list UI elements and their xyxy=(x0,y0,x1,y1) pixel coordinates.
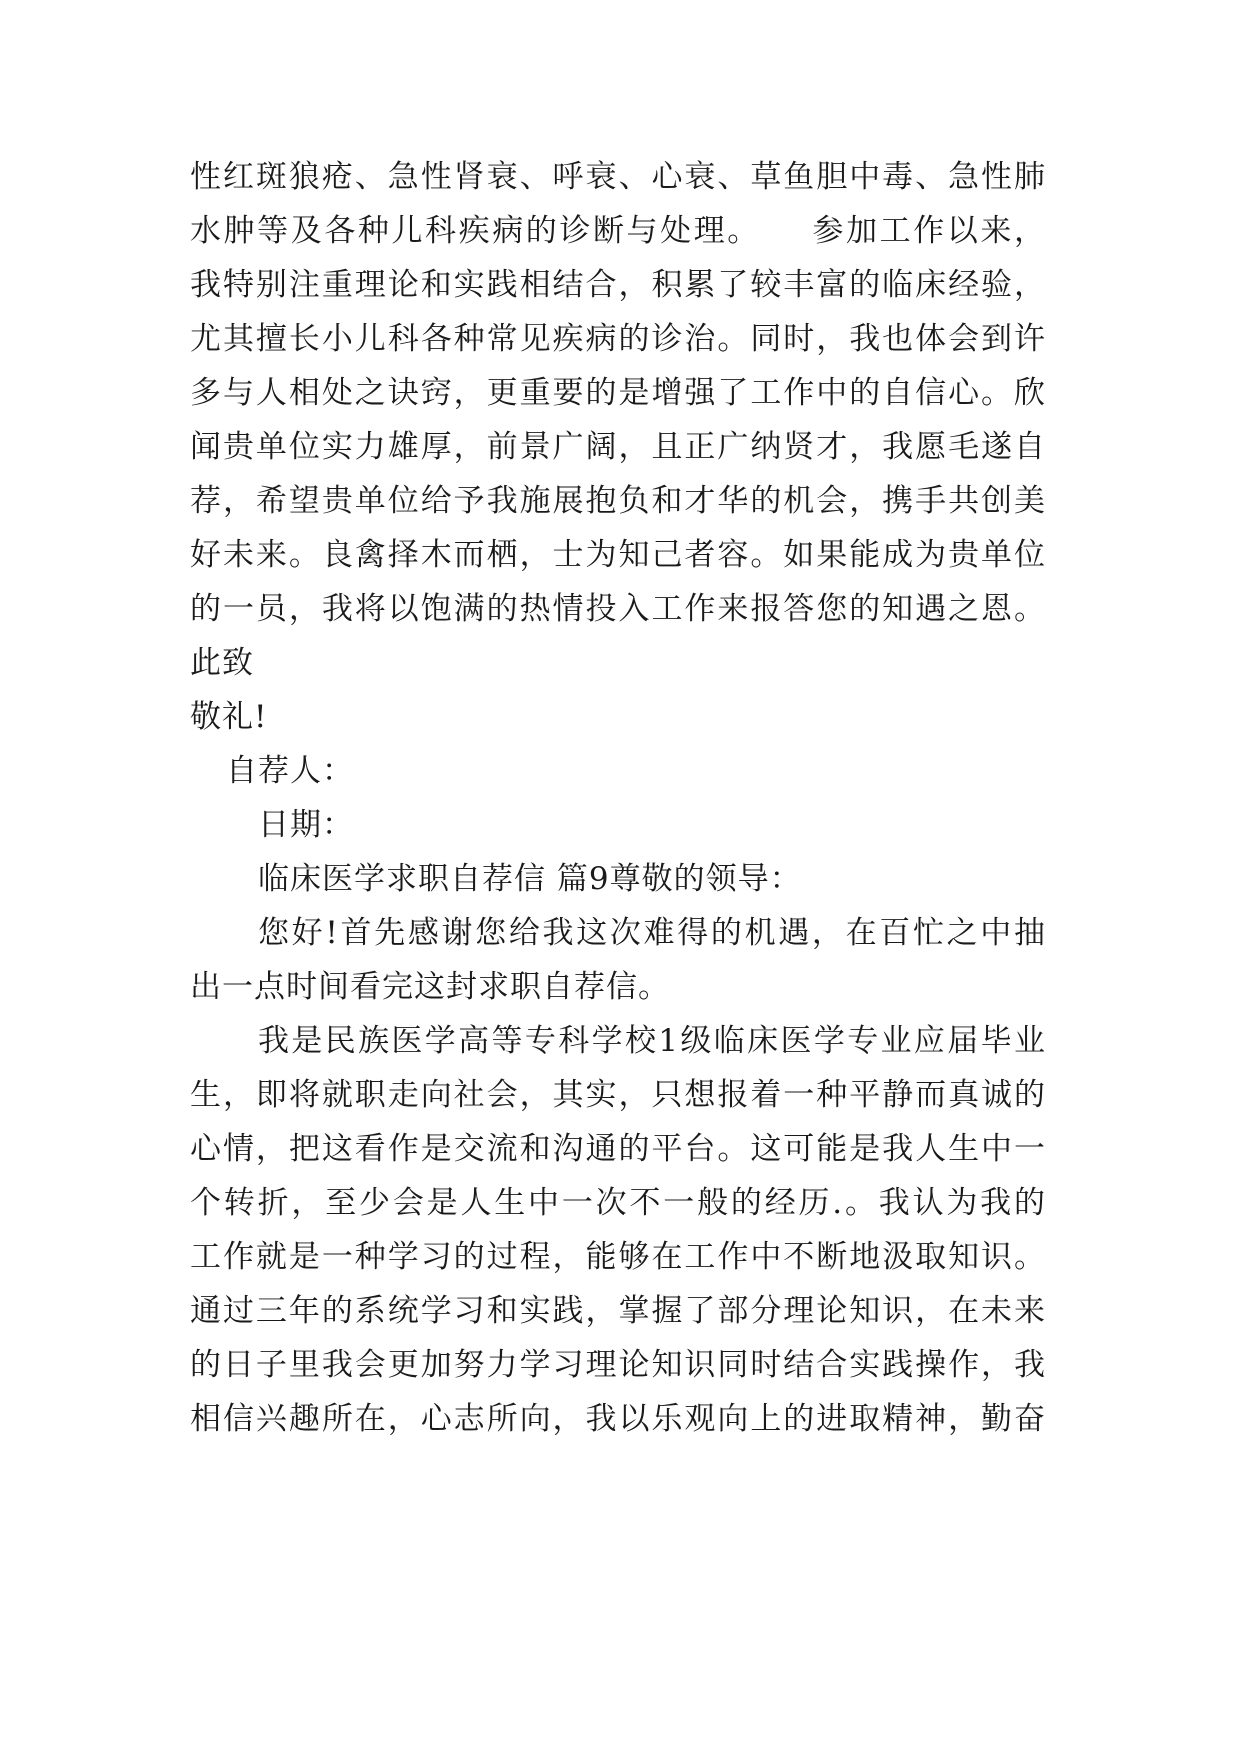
text-line: 出一点时间看完这封求职自荐信。 xyxy=(190,969,670,1005)
text-line: 通过三年的系统学习和实践，掌握了部分理论知识，在未来 xyxy=(190,1293,1046,1329)
text-line: 您好!首先感谢您给我这次难得的机遇，在百忙之中抽 xyxy=(258,915,1046,951)
text-line: 个转折，至少会是人生中一次不一般的经历.。我认为我的 xyxy=(190,1185,1046,1221)
text-line: 生，即将就职走向社会，其实，只想报着一种平静而真诚的 xyxy=(190,1077,1046,1113)
text-line: 心情，把这看作是交流和沟通的平台。这可能是我人生中一 xyxy=(190,1131,1046,1167)
date-label: 日期： xyxy=(258,807,354,843)
text-line: 的一员，我将以饱满的热情投入工作来报答您的知遇之恩。 xyxy=(190,591,1046,627)
text-line: 闻贵单位实力雄厚，前景广阔，且正广纳贤才，我愿毛遂自 xyxy=(190,429,1046,465)
text-line: 的日子里我会更加努力学习理论知识同时结合实践操作，我 xyxy=(190,1347,1046,1383)
text-line: 我特别注重理论和实践相结合，积累了较丰富的临床经验， xyxy=(190,267,1046,303)
text-line: 尤其擅长小儿科各种常见疾病的诊治。同时，我也体会到许 xyxy=(190,321,1046,357)
text-line: 工作就是一种学习的过程，能够在工作中不断地汲取知识。 xyxy=(190,1239,1046,1275)
text-line: 水肿等及各种儿科疾病的诊断与处理。 参加工作以来， xyxy=(190,213,1046,249)
text-line: 性红斑狼疮、急性肾衰、呼衰、心衰、草鱼胆中毒、急性肺 xyxy=(190,159,1046,195)
closing-respect: 敬礼! xyxy=(190,699,268,735)
text-line: 好未来。良禽择木而栖，士为知己者容。如果能成为贵单位 xyxy=(190,537,1046,573)
text-line: 我是民族医学高等专科学校1级临床医学专业应届毕业 xyxy=(258,1023,1046,1059)
closing-salutation: 此致 xyxy=(190,645,254,681)
text-line: 多与人相处之诀窍，更重要的是增强了工作中的自信心。欣 xyxy=(190,375,1046,411)
text-line: 相信兴趣所在，心志所向，我以乐观向上的进取精神，勤奋 xyxy=(190,1401,1046,1437)
text-line: 荐，希望贵单位给予我施展抱负和才华的机会，携手共创美 xyxy=(190,483,1046,519)
signature-label: 自荐人： xyxy=(226,753,354,789)
section-heading: 临床医学求职自荐信 篇9尊敬的领导： xyxy=(258,861,802,897)
